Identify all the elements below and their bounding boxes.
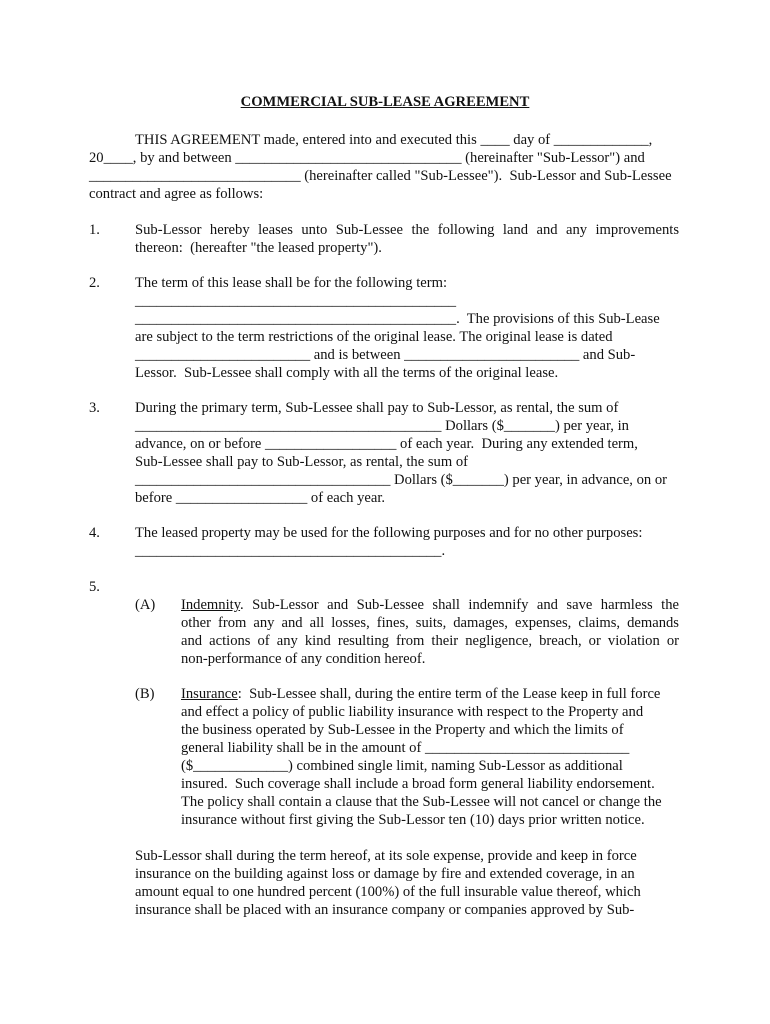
section-3-line-4: Sub-Lessee shall pay to Sub-Lessor, as rental, the sum of [135,454,468,470]
section-2-line-3: ____________________________________________. The provisions of this Sub-Lease [135,311,660,327]
clause-b-line-1 [181,685,660,703]
clause-b-line-4: general liability shall be in the amount of ____________________________ [181,740,630,756]
clause-b-line-6: insured. Such coverage shall include a broad form general liability endorsement. [181,776,655,792]
clause-b-label: (B) [135,686,155,702]
section-3-number: 3. [89,400,100,416]
insurance-heading: Insurance [181,686,238,702]
clause-b-line-7: The policy shall contain a clause that the Sub-Lessee will not cancel or change the [181,794,662,810]
section-3-line-6: before __________________ of each year. [135,490,386,506]
section-2-line-5: ________________________ and is between ________________________ and Sub- [135,347,636,363]
section-2-line-4: are subject to the term restrictions of the original lease. The original lease is dated [135,329,613,345]
clause-a-line-1-text: . Sub-Lessor and Sub-Lessee shall indemnify and save harmless the [240,597,679,613]
section-2-number: 2. [89,275,100,291]
document-title: COMMERCIAL SUB-LEASE AGREEMENT [240,94,530,110]
section-1-number: 1. [89,222,100,238]
section-2-line-1: The term of this lease shall be for the following term: [135,275,448,291]
intro-line-2: 20____, by and between _______________________________ (hereinafter "Sub-Lessor") and [89,150,645,166]
clause-a-line-3: and actions of any kind resulting from their negligence, breach, or violation or [181,633,679,649]
section-4-number: 4. [89,525,100,541]
section-1-line-1: Sub-Lessor hereby leases unto Sub-Lessee the following land and any improvements [135,222,679,238]
section-4-line-2: __________________________________________. [135,543,446,559]
clause-c-line-1: Sub-Lessor shall during the term hereof, at its sole expense, provide and keep in force [135,848,637,864]
section-2-line-6: Lessor. Sub-Lessee shall comply with all the terms of the original lease. [135,365,559,381]
clause-a-line-2: other from any and all losses, fines, suits, damages, expenses, claims, demands [181,615,679,631]
indemnity-heading: Indemnity [181,597,241,613]
section-5-number: 5. [89,579,100,595]
section-4-line-1: The leased property may be used for the following purposes and for no other purposes: [135,525,643,541]
section-3-line-3: advance, on or before __________________ of each year. During any extended term, [135,436,638,452]
section-3-line-5: ___________________________________ Dollars ($_______) per year, in advance, on or [135,472,667,488]
clause-c-line-3: amount equal to one hundred percent (100%) of the full insurable value thereof, which [135,884,641,900]
clause-b-line-5: ($_____________) combined single limit, naming Sub-Lessor as additional [181,758,623,774]
intro-line-1: THIS AGREEMENT made, entered into and executed this ____ day of _____________, [135,132,653,148]
section-3-line-2: __________________________________________ Dollars ($_______) per year, in [135,418,629,434]
section-1-line-2: thereon: (hereafter "the leased property"). [135,240,382,256]
clause-b-line-1-text: : Sub-Lessee shall, during the entire term of the Lease keep in full force [237,686,661,702]
section-3-line-1: During the primary term, Sub-Lessee shall pay to Sub-Lessor, as rental, the sum of [135,400,619,416]
clause-a-line-4: non-performance of any condition hereof. [181,651,426,667]
clause-c-line-4: insurance shall be placed with an insurance company or companies approved by Sub- [135,902,635,918]
clause-b-line-3: the business operated by Sub-Lessee in the Property and which the limits of [181,722,624,738]
intro-line-4: contract and agree as follows: [89,186,264,202]
intro-line-3: _____________________________ (hereinafter called "Sub-Lessee"). Sub-Lessor and Sub-Lessee [89,168,672,184]
clause-b-line-2: and effect a policy of public liability insurance with respect to the Property and [181,704,644,720]
clause-b-line-8: insurance without first giving the Sub-Lessor ten (10) days prior written notice. [181,812,645,828]
clause-a-line-1 [181,596,679,614]
section-2-line-2: ____________________________________________ [135,293,457,309]
clause-a-label: (A) [135,597,156,613]
clause-c-line-2: insurance on the building against loss or damage by fire and extended coverage, in an [135,866,635,882]
